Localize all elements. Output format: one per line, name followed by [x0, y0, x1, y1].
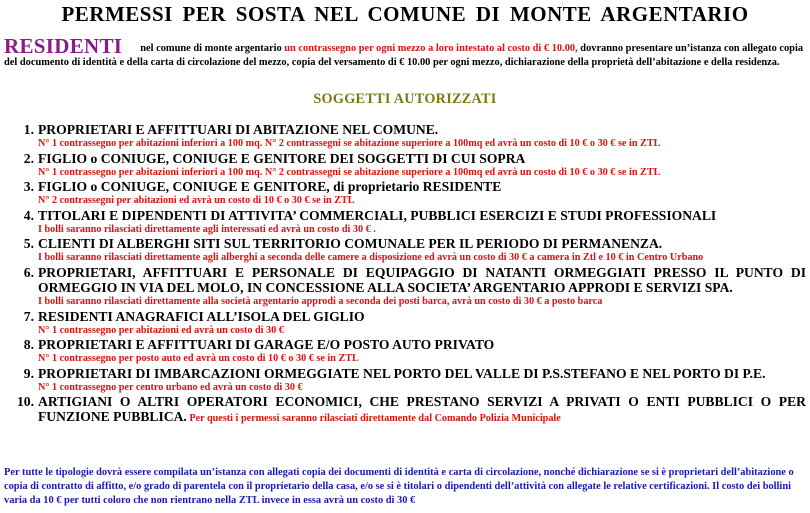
list-item: [0, 151, 806, 180]
item-note: N° 1 contrassegno per centro urbano ed avrà un costo di 30 €: [38, 381, 303, 393]
item-number: 7.: [23, 308, 34, 324]
item-heading: CLIENTI DI ALBERGHI SITI SUL TERRITORIO COMUNALE PER IL PERIODO DI PERMANENZA.: [38, 236, 663, 252]
item-number: 5.: [23, 236, 34, 252]
residents-label: RESIDENTI: [4, 34, 123, 58]
list-item: [0, 208, 806, 237]
item-number: 6.: [23, 264, 34, 280]
item-note: I bolli saranno rilasciati direttamente agli alberghi a seconda delle camere a disposizione ed avrà un costo di 30 € a camera in Ztl e 10 € in Centro Urbano: [38, 252, 704, 264]
item-number: 2.: [23, 150, 34, 166]
item-heading: ARTIGIANI O ALTRI OPERATORI ECONOMICI, CHE PRESTANO SERVIZI A PRIVATI O ENTI PUBBLICI O PER FUNZIONE PUBBLICA.: [38, 394, 806, 425]
item-heading: TITOLARI E DIPENDENTI DI ATTIVITA’ COMMERCIALI, PUBBLICI ESERCIZI E STUDI PROFESSIONALI: [38, 207, 717, 223]
item-inline-note: Per questi i permessi saranno rilasciati direttamente dal Comando Polizia Municipale: [186, 413, 561, 425]
list-item: [0, 337, 806, 366]
item-heading: PROPRIETARI E AFFITTUARI DI GARAGE E/O POSTO AUTO PRIVATO: [38, 337, 495, 353]
list-item: [0, 394, 806, 426]
item-number: 1.: [23, 122, 34, 137]
item-heading: FIGLIO o CONIUGE, CONIUGE E GENITORE DEI SOGGETTI DI CUI SOPRA: [38, 150, 526, 166]
item-number: 8.: [23, 337, 34, 353]
list-item: [0, 122, 806, 151]
item-number: 4.: [23, 207, 34, 223]
residents-intro: [4, 34, 806, 70]
item-heading: PROPRIETARI DI IMBARCAZIONI ORMEGGIATE NEL PORTO DEL VALLE DI P.S.STEFANO E NEL PORTO DI P.E.: [38, 365, 766, 381]
intro-text-red: un contrassegno per ogni mezzo a loro intestato al costo di € 10.00,: [284, 43, 578, 54]
authorized-subjects-list: [0, 122, 806, 426]
item-note: N° 1 contrassegno per abitazioni inferiori a 100 mq. N° 2 contrassegni se abitazione superiore a 100mq ed avrà un costo di 10 € o 30 € se in ZTL: [38, 166, 661, 178]
item-number: 10.: [17, 394, 34, 410]
section-subtitle: SOGGETTI AUTORIZZATI: [313, 91, 497, 107]
item-note: N° 1 contrassegno per abitazioni ed avrà un costo di 30 €: [38, 324, 284, 336]
item-note: I bolli saranno rilasciati direttamente alla società argentario approdi a seconda dei posti barca, avrà un costo di 30 € a posto barca: [38, 295, 603, 307]
item-note: N° 1 contrassegno per abitazioni inferiori a 100 mq. N° 2 contrassegni se abitazione superiore a 100mq ed avrà un costo di 10 € o 30 € se in ZTL: [38, 138, 661, 149]
item-heading: FIGLIO o CONIUGE, CONIUGE E GENITORE, di proprietario RESIDENTE: [38, 179, 502, 195]
intro-text-2: dovranno presentare un’istanza con allegato copia del documento di identità e della carta di circolazione del mezzo, copia del versamento di € 10.00 per ogni mezzo, dichiarazione della proprietà dell’abitazione e della residenza.: [4, 43, 804, 69]
item-heading: PROPRIETARI E AFFITTUARI DI ABITAZIONE NEL COMUNE.: [38, 122, 439, 137]
item-number: 3.: [23, 179, 34, 195]
list-item: [0, 179, 806, 208]
list-item: [0, 265, 806, 309]
item-number: 9.: [23, 365, 34, 381]
item-note: I bolli saranno rilasciati direttamente agli interessati ed avrà un costo di 30 € .: [38, 223, 376, 235]
list-item: [0, 366, 806, 395]
footer-note: Per tutte le tipologie dovrà essere compilata un’istanza con allegati copia dei documenti di identità e carta di circolazione, nonché dichiarazione se si è proprietari dell’abitazione o copia di contratto di affitto, e/o grado di parentela con il proprietario della casa, e/o se si è titolari o dipendenti dell’attività con allegate le relative certificazioni. Il costo dei bollini varia da 10 € per tutti coloro che non rientrano nella ZTL invece in essa avrà un costo di 30 €: [4, 467, 794, 507]
list-item: [0, 309, 806, 338]
item-note: N° 1 contrassegno per posto auto ed avrà un costo di 10 € o 30 € se in ZTL: [38, 353, 359, 365]
item-heading: RESIDENTI ANAGRAFICI ALL’ISOLA DEL GIGLIO: [38, 308, 365, 324]
item-note: N° 2 contrassegni per abitazioni ed avrà un costo di 10 € o 30 € se in ZTL: [38, 195, 355, 207]
item-heading: PROPRIETARI, AFFITTUARI E PERSONALE DI EQUIPAGGIO DI NATANTI ORMEGGIATI PRESSO IL PUNTO DI ORMEGGIO IN VIA DEL MOLO, IN CONCESSIONE ALLA SOCIETA’ ARGENTARIO APPRODI E SERVIZI SPA.: [38, 264, 806, 295]
intro-text-1: nel comune di monte argentario: [140, 43, 285, 54]
page-title: PERMESSI PER SOSTA NEL COMUNE DI MONTE ARGENTARIO: [61, 2, 749, 26]
list-item: [0, 236, 806, 265]
